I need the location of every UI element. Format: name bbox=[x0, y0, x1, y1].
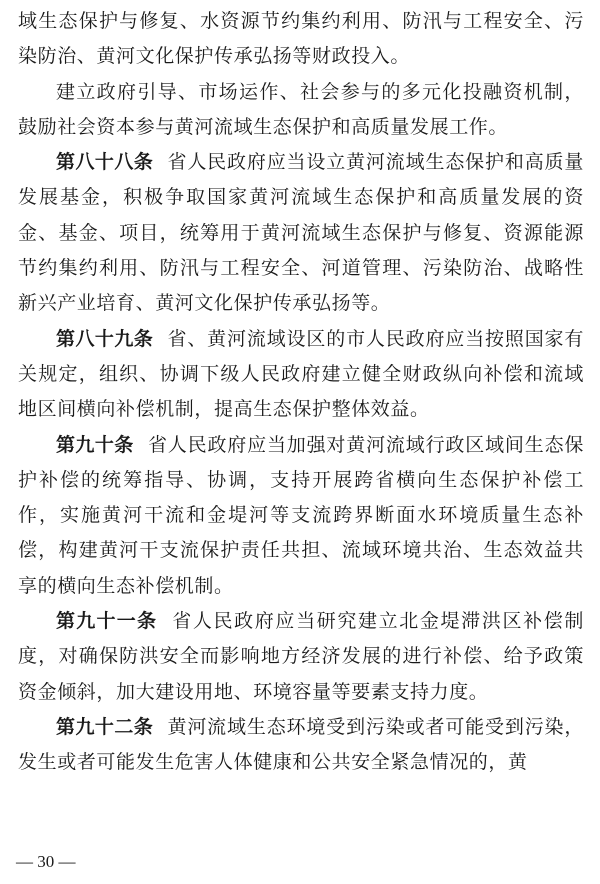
article-text: 省人民政府应当加强对黄河流域行政区域间生态保护补偿的统筹指导、协调，支持开展跨省横向生态保护补偿工作，实施黄河干流和金堤河等支流跨界断面水环境质量生态补偿，构建黄河干支流保护责任共担、流域环境共治、生态效益共享的横向生态补偿机制。 bbox=[18, 433, 584, 597]
paragraph-investment-mechanism bbox=[18, 75, 584, 146]
article-92 bbox=[18, 710, 584, 781]
body-text bbox=[18, 4, 584, 781]
page-number: — 30 — bbox=[16, 852, 76, 871]
paragraph-text: 建立政府引导、市场运作、社会参与的多元化投融资机制，鼓励社会资本参与黄河流域生态保护和高质量发展工作。 bbox=[18, 80, 584, 138]
paragraph-continuation bbox=[18, 4, 584, 75]
paragraph-text: 域生态保护与修复、水资源节约集约利用、防汛与工程安全、污染防治、黄河文化保护传承弘扬等财政投入。 bbox=[18, 10, 584, 68]
article-89 bbox=[18, 322, 584, 428]
article-label: 第九十一条 bbox=[56, 610, 158, 633]
article-88 bbox=[18, 145, 584, 321]
article-label: 第九十二条 bbox=[56, 715, 154, 738]
article-text: 省、黄河流域设区的市人民政府应当按照国家有关规定，组织、协调下级人民政府建立健全财政纵向补偿和流域地区间横向补偿机制，提高生态保护整体效益。 bbox=[18, 327, 584, 421]
article-text: 省人民政府应当设立黄河流域生态保护和高质量发展基金，积极争取国家黄河流域生态保护和高质量发展的资金、基金、项目，统筹用于黄河流域生态保护与修复、资源能源节约集约利用、防汛与工程安全、河道管理、污染防治、战略性新兴产业培育、黄河文化保护传承弘扬等。 bbox=[18, 151, 584, 315]
article-label: 第九十条 bbox=[56, 433, 134, 456]
article-90 bbox=[18, 428, 584, 604]
article-91 bbox=[18, 604, 584, 710]
article-text: 黄河流域生态环境受到污染或者可能受到污染，发生或者可能发生危害人体健康和公共安全紧急情况的，黄 bbox=[18, 715, 584, 774]
article-label: 第八十八条 bbox=[56, 151, 154, 174]
article-label: 第八十九条 bbox=[56, 327, 154, 350]
article-text: 省人民政府应当研究建立北金堤滞洪区补偿制度，对确保防洪安全而影响地方经济发展的进行补偿、给予政策资金倾斜，加大建设用地、环境容量等要素支持力度。 bbox=[18, 610, 584, 703]
